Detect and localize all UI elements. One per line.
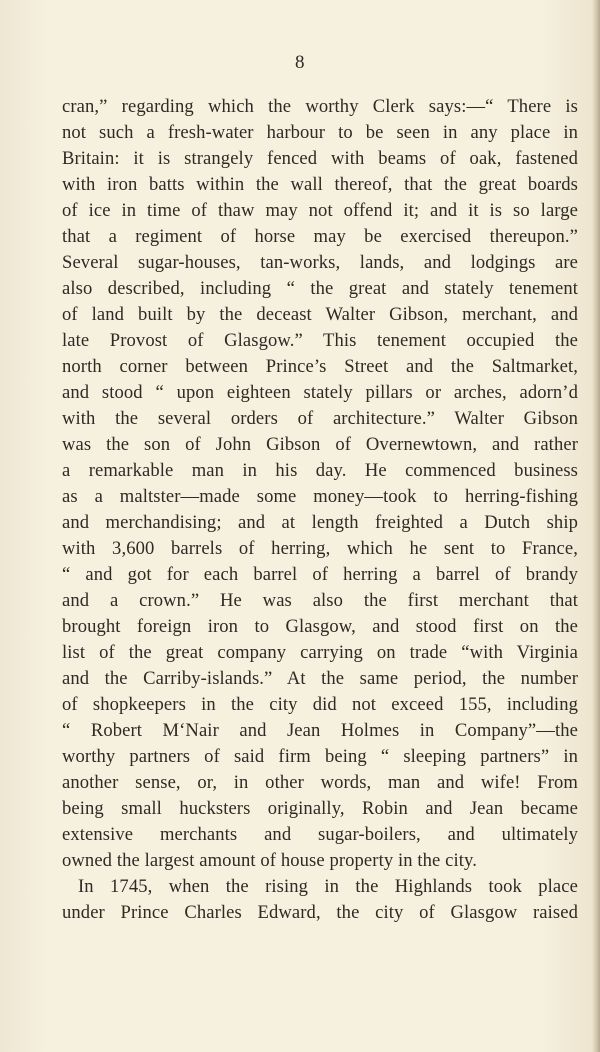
text-line: list of the great company carrying on trade “with Virginia [62,642,578,663]
text-line: of shopkeepers in the city did not exceed 155, including [62,694,578,715]
text-line: a remarkable man in his day. He commenced business [62,460,578,481]
text-line: north corner between Prince’s Street and the Saltmarket, [62,356,578,377]
text-line: extensive merchants and sugar-boilers, and ultimately [62,824,578,845]
paragraph [62,874,578,926]
text-line: of land built by the deceast Walter Gibson, merchant, and [62,304,578,325]
text-line: and merchandising; and at length freighted a Dutch ship [62,512,578,533]
page-number: 8 [295,52,305,73]
text-line: not such a fresh-water harbour to be seen in any place in [62,122,578,143]
text-line: that a regiment of horse may be exercised thereupon.” [62,226,578,247]
text-line: and stood “ upon eighteen stately pillars or arches, adorn’d [62,382,578,403]
page-edge-shadow [592,0,600,1052]
text-line: worthy partners of said firm being “ sleeping partners” in [62,746,578,767]
text-line: under Prince Charles Edward, the city of Glasgow raised [62,902,578,923]
text-line: and the Carriby-islands.” At the same period, the number [62,668,578,689]
text-line: was the son of John Gibson of Overnewtown, and rather [62,434,578,455]
text-line: Several sugar-houses, tan-works, lands, and lodgings are [62,252,578,273]
text-line: with iron batts within the wall thereof, that the great boards [62,174,578,195]
text-line: also described, including “ the great and stately tenement [62,278,578,299]
text-line: owned the largest amount of house property in the city. [62,850,477,871]
text-line: another sense, or, in other words, man and wife! From [62,772,578,793]
text-line: with the several orders of architecture.” Walter Gibson [62,408,578,429]
text-line: as a maltster—made some money—took to herring-fishing [62,486,578,507]
body-text [62,94,578,926]
text-line: “ Robert M‘Nair and Jean Holmes in Company”—the [62,720,578,741]
text-line: cran,” regarding which the worthy Clerk says:—“ There is [62,96,578,117]
text-line: of ice in time of thaw may not offend it; and it is so large [62,200,578,221]
text-line: In 1745, when the rising in the Highlands took place [78,876,578,897]
text-line: late Provost of Glasgow.” This tenement occupied the [62,330,578,351]
text-line: brought foreign iron to Glasgow, and stood first on the [62,616,578,637]
paragraph [62,94,578,874]
text-line: and a crown.” He was also the first merchant that [62,590,578,611]
text-line: with 3,600 barrels of herring, which he sent to France, [62,538,578,559]
text-line: Britain: it is strangely fenced with beams of oak, fastened [62,148,578,169]
text-line: being small hucksters originally, Robin and Jean became [62,798,578,819]
text-line: “ and got for each barrel of herring a barrel of brandy [62,564,578,585]
